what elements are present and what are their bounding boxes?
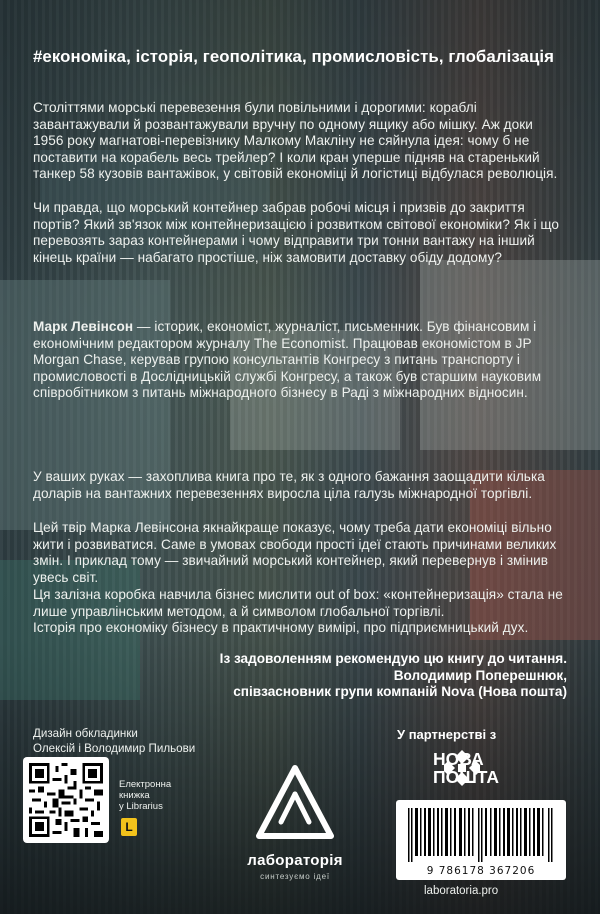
ebook-note: Електронна книжка у Librarius: [119, 779, 172, 812]
author-name: Марк Левінсон: [33, 319, 134, 334]
recommendation-line: Із задоволенням рекомендую цю книгу до читання.: [219, 651, 567, 666]
blurb-paragraph: Історія про економіку бізнесу в практичному вимірі, про підприємницький дух.: [33, 620, 529, 635]
nova-poshta-wordmark: НОВА ПОШТА: [433, 749, 500, 787]
librarius-logo-icon: L: [121, 818, 137, 836]
isbn-number: 9 786178 367206: [426, 865, 536, 877]
publisher-website[interactable]: laboratoria.pro: [424, 885, 499, 897]
publisher-name: лабораторія: [247, 852, 343, 869]
recommendation-quote: [137, 651, 567, 701]
cover-design-credit: Дизайн обкладинки Олексій і Володимир Пильови: [33, 727, 196, 755]
publisher-logo-icon: [255, 764, 335, 844]
blurb-paragraph: Цей твір Марка Левінсона якнайкраще показує, чому треба дати економіці вільно жити і розвиватися. Саме в умовах свободи прості ідеї стають причинами великих змін. І приклад тому — звичайний морський контейнер, який перевернув і змінив увесь світ.: [33, 520, 557, 585]
author-bio-text: — історик, економіст, журналіст, письменник. Був фінансовим і економічним редактором журналу The Economist. Працював економістом в JP Morgan Chase, керував групою консультантів Конгресу з питань транспорту і промисловості в Дослідницькій службі Конгресу, а також був старшим науковим співробітником з питань міжнародного бізнесу в Раді з міжнародних відносин.: [33, 319, 542, 401]
partner-label: У партнерстві з: [397, 727, 497, 742]
publisher-tagline: синтезуємо ідеї: [260, 872, 330, 881]
blurb-paragraph: Чи правда, що морський контейнер забрав робочі місця і призвів до закриття портів? Який зв'язок між контейнеризацією і розвитком світової економіки? Як і що перевозять зараз контейнерами і чому відправити три тонни вантажу на інший кінець країни — набагато простіше, ніж замовити доставку обіду додому?: [33, 200, 560, 265]
recommender-name: Володимир Поперешнюк,: [393, 667, 567, 683]
blurb-paragraph: У ваших руках — захоплива книга про те, як з одного бажання заощадити кілька доларів на вантажних перевезеннях виросла ціла галузь міжнародної торгівлі.: [33, 469, 545, 501]
blurb-paragraph: Століттями морські перевезення були повільними і дорогими: кораблі завантажували й розвантажували вручну по одному ящику або мішку. Аж доки 1956 року магнатові-перевізнику Малкому Макліну не сяйнула ідея: чому б не поставити на корабель весь трейлер? І коли кран уперше підняв на старенький танкер 58 кузовів вантажівок, у світовій економіці й логістиці відбулася революція.: [33, 100, 558, 182]
isbn-barcode: [396, 800, 566, 880]
recommender-title: співзасновник групи компаній Nova (Нова пошта): [233, 684, 567, 700]
hashtags: #економіка, історія, геополітика, промисловість, глобалізація: [33, 47, 555, 66]
author-bio: [33, 319, 565, 402]
blurb-paragraph: Ця залізна коробка навчила бізнес мислити out of box: «контейнеризація» стала не лише управлінським методом, а й символом глобальної торгівлі.: [33, 587, 563, 619]
qr-code[interactable]: [23, 757, 109, 843]
